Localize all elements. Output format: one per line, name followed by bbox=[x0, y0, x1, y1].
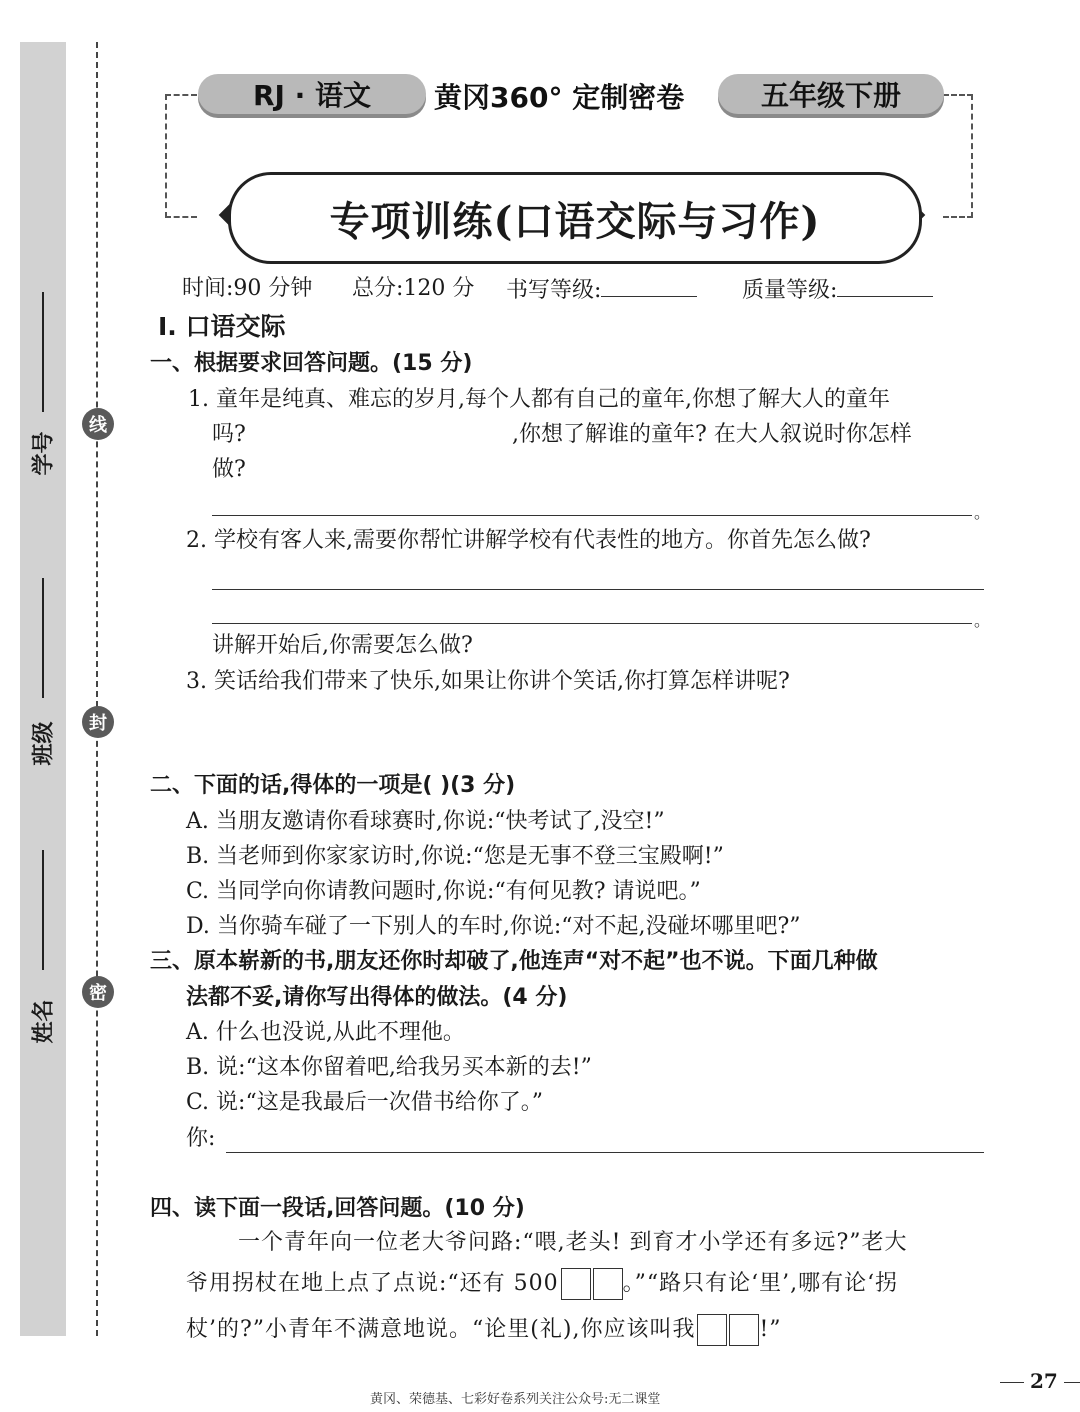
q4-line2 bbox=[186, 1268, 898, 1300]
q1-item2-answer-line-2[interactable] bbox=[212, 623, 972, 624]
header-frame-right bbox=[943, 94, 973, 218]
q4-line3-text-a: 杖’的?”小青年不满意地说。“论里(礼),你应该叫我 bbox=[186, 1317, 696, 1342]
q1-item2-after: 讲解开始后,你需要怎么做? bbox=[212, 633, 473, 658]
q3-title-line1: 三、原本崭新的书,朋友还你时却破了,他连声“对不起”也不说。下面几种做 bbox=[150, 949, 878, 974]
q1-item2-answer-line-1[interactable] bbox=[212, 589, 984, 590]
page-number-dash-left bbox=[1000, 1382, 1024, 1383]
q1-item1-answer-line[interactable] bbox=[212, 515, 972, 516]
total-score-info: 总分:120 分 bbox=[352, 276, 475, 301]
q1-item1-line1: 1. 童年是纯真、难忘的岁月,每个人都有自己的童年,你想了解大人的童年 bbox=[188, 387, 890, 412]
class-blank[interactable] bbox=[42, 578, 44, 698]
q1-item3: 3. 笑话给我们带来了快乐,如果让你讲个笑话,你打算怎样讲呢? bbox=[186, 669, 790, 694]
quality-grade-label: 质量等级: bbox=[742, 274, 933, 306]
q1-item1-line3: 做? bbox=[212, 457, 246, 482]
header-frame-left bbox=[165, 94, 197, 218]
grade-pill: 五年级下册 bbox=[718, 74, 944, 114]
section-heading: Ⅰ. 口语交际 bbox=[158, 312, 286, 341]
page-number: 27 bbox=[1030, 1369, 1058, 1393]
q3-option-a: A. 什么也没说,从此不理他。 bbox=[186, 1020, 465, 1045]
q1-item2: 2. 学校有客人来,需要你帮忙讲解学校有代表性的地方。你首先怎么做? bbox=[186, 528, 871, 553]
q3-title-line2: 法都不妥,请你写出得体的做法。(4 分) bbox=[186, 985, 568, 1010]
q1-item1-period: 。 bbox=[974, 503, 991, 522]
q4-line1: 一个青年向一位老大爷问路:“喂,老头! 到育才小学还有多远?”老大 bbox=[238, 1230, 908, 1255]
seal-line-mark: 线 bbox=[82, 408, 114, 440]
answer-box[interactable] bbox=[593, 1268, 623, 1300]
footer-note: 黄冈、荣德基、七彩好卷系列关注公众号:无二课堂 bbox=[370, 1392, 661, 1407]
time-info: 时间:90 分钟 bbox=[182, 276, 313, 301]
q3-option-c: C. 说:“这是我最后一次借书给你了。” bbox=[186, 1090, 543, 1115]
page-number-dash-right bbox=[1064, 1382, 1080, 1383]
writing-grade-label: 书写等级: bbox=[506, 274, 697, 306]
q1-title: 一、根据要求回答问题。(15 分) bbox=[150, 351, 473, 376]
class-label: 班级 bbox=[31, 721, 57, 766]
quality-grade-blank[interactable] bbox=[837, 274, 933, 297]
writing-grade-blank[interactable] bbox=[601, 274, 697, 297]
q3-you-label: 你: bbox=[186, 1126, 216, 1151]
subject-pill: RJ · 语文 bbox=[198, 74, 426, 114]
answer-box[interactable] bbox=[729, 1314, 759, 1346]
q2-option-a: A. 当朋友邀请你看球赛时,你说:“快考试了,没空!” bbox=[186, 809, 665, 834]
answer-box[interactable] bbox=[561, 1268, 591, 1300]
q1-item1-line2b: ,你想了解谁的童年? 在大人叙说时你怎样 bbox=[512, 422, 912, 447]
cut-line bbox=[96, 42, 98, 1336]
page-title: 专项训练(口语交际与习作) bbox=[228, 172, 922, 264]
q1-item1-line2a: 吗? bbox=[212, 422, 246, 447]
student-id-label: 学号 bbox=[31, 431, 57, 476]
q4-title: 四、读下面一段话,回答问题。(10 分) bbox=[150, 1196, 525, 1221]
name-blank[interactable] bbox=[42, 850, 44, 970]
q3-option-b: B. 说:“这本你留着吧,给我另买本新的去!” bbox=[186, 1055, 592, 1080]
answer-box[interactable] bbox=[697, 1314, 727, 1346]
seal-seal-mark: 封 bbox=[82, 706, 114, 738]
q2-option-d: D. 当你骑车碰了一下别人的车时,你说:“对不起,没碰坏哪里吧?” bbox=[186, 914, 801, 939]
seal-secret-mark: 密 bbox=[82, 976, 114, 1008]
series-title: 黄冈360° 定制密卷 bbox=[434, 81, 685, 114]
q3-answer-line[interactable] bbox=[226, 1152, 984, 1153]
q4-line3 bbox=[186, 1314, 782, 1346]
q4-line3-text-b: !” bbox=[759, 1317, 782, 1342]
student-id-blank[interactable] bbox=[42, 292, 44, 412]
q4-line2-text-a: 爷用拐杖在地上点了点说:“还有 500 bbox=[186, 1271, 559, 1296]
name-label: 姓名 bbox=[31, 999, 57, 1044]
q4-line2-text-b: 。”“路只有论‘里’,哪有论‘拐 bbox=[622, 1271, 899, 1296]
q2-option-c: C. 当同学向你请教问题时,你说:“有何见教? 请说吧。” bbox=[186, 879, 701, 904]
q1-item2-period: 。 bbox=[974, 611, 991, 630]
q2-title: 二、下面的话,得体的一项是( )(3 分) bbox=[150, 773, 516, 798]
q2-option-b: B. 当老师到你家家访时,你说:“您是无事不登三宝殿啊!” bbox=[186, 844, 724, 869]
